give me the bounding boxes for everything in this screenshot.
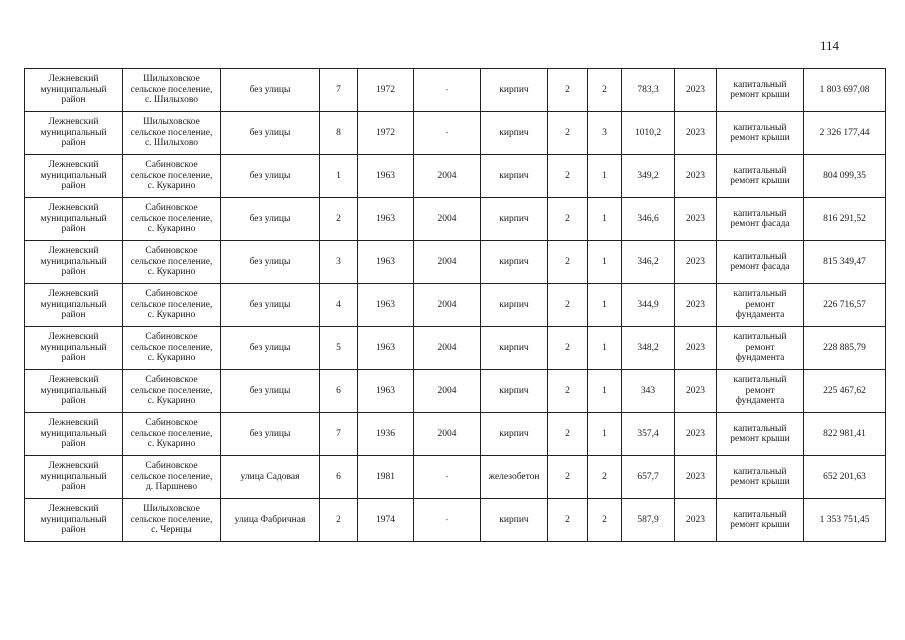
district-cell: Лежневский муниципальный район [25,456,123,499]
floors-cell: 2 [548,284,588,327]
cost-cell: 815 349,47 [804,241,886,284]
house-number-cell: 7 [320,69,358,112]
house-number-cell: 2 [320,499,358,542]
build-year-cell: 1963 [358,284,414,327]
renovation-year-cell: 2004 [414,198,481,241]
entrances-cell: 2 [588,69,622,112]
build-year-cell: 1972 [358,112,414,155]
table-row [25,69,886,112]
plan-year-cell: 2023 [675,241,717,284]
work-type-cell: капитальный ремонт фундамента [717,284,804,327]
work-type-cell: капитальный ремонт фасада [717,198,804,241]
renovation-year-cell: 2004 [414,155,481,198]
plan-year-cell: 2023 [675,413,717,456]
floors-cell: 2 [548,112,588,155]
house-number-cell: 6 [320,370,358,413]
area-cell: 783,3 [622,69,675,112]
table-row [25,155,886,198]
settlement-cell: Шилыховское сельское поселение, с. Шилыхово [123,112,221,155]
settlement-cell: Сабиновское сельское поселение, с. Кукарино [123,155,221,198]
floors-cell: 2 [548,413,588,456]
build-year-cell: 1972 [358,69,414,112]
settlement-cell: Шилыховское сельское поселение, с. Чернцы [123,499,221,542]
wall-material-cell: кирпич [481,155,548,198]
district-cell: Лежневский муниципальный район [25,499,123,542]
district-cell: Лежневский муниципальный район [25,155,123,198]
plan-year-cell: 2023 [675,112,717,155]
plan-year-cell: 2023 [675,155,717,198]
build-year-cell: 1963 [358,327,414,370]
settlement-cell: Сабиновское сельское поселение, с. Кукарино [123,327,221,370]
district-cell: Лежневский муниципальный район [25,370,123,413]
build-year-cell: 1963 [358,198,414,241]
area-cell: 343 [622,370,675,413]
cost-cell: 1 353 751,45 [804,499,886,542]
settlement-cell: Сабиновское сельское поселение, с. Кукарино [123,241,221,284]
build-year-cell: 1963 [358,370,414,413]
wall-material-cell: кирпич [481,370,548,413]
entrances-cell: 1 [588,370,622,413]
cost-cell: 228 885,79 [804,327,886,370]
table-row [25,112,886,155]
housing-repair-table [24,68,886,542]
work-type-cell: капитальный ремонт крыши [717,413,804,456]
house-number-cell: 3 [320,241,358,284]
work-type-cell: капитальный ремонт фундамента [717,327,804,370]
wall-material-cell: кирпич [481,284,548,327]
plan-year-cell: 2023 [675,456,717,499]
table-row [25,327,886,370]
work-type-cell: капитальный ремонт крыши [717,69,804,112]
work-type-cell: капитальный ремонт крыши [717,112,804,155]
area-cell: 349,2 [622,155,675,198]
cost-cell: 226 716,57 [804,284,886,327]
plan-year-cell: 2023 [675,198,717,241]
street-cell: без улицы [221,284,320,327]
entrances-cell: 1 [588,413,622,456]
house-number-cell: 6 [320,456,358,499]
area-cell: 346,2 [622,241,675,284]
entrances-cell: 2 [588,499,622,542]
settlement-cell: Шилыховское сельское поселение, с. Шилыхово [123,69,221,112]
street-cell: без улицы [221,413,320,456]
wall-material-cell: кирпич [481,241,548,284]
entrances-cell: 3 [588,112,622,155]
table-row [25,413,886,456]
plan-year-cell: 2023 [675,69,717,112]
renovation-year-cell: 2004 [414,413,481,456]
build-year-cell: 1936 [358,413,414,456]
entrances-cell: 1 [588,241,622,284]
house-number-cell: 8 [320,112,358,155]
cost-cell: 2 326 177,44 [804,112,886,155]
renovation-year-cell: - [414,456,481,499]
cost-cell: 1 803 697,08 [804,69,886,112]
floors-cell: 2 [548,499,588,542]
floors-cell: 2 [548,327,588,370]
floors-cell: 2 [548,69,588,112]
table-row [25,241,886,284]
work-type-cell: капитальный ремонт крыши [717,456,804,499]
table-body [25,69,886,542]
floors-cell: 2 [548,456,588,499]
area-cell: 657,7 [622,456,675,499]
street-cell: улица Фабричная [221,499,320,542]
entrances-cell: 1 [588,198,622,241]
cost-cell: 816 291,52 [804,198,886,241]
district-cell: Лежневский муниципальный район [25,241,123,284]
area-cell: 1010,2 [622,112,675,155]
table-row [25,198,886,241]
district-cell: Лежневский муниципальный район [25,69,123,112]
renovation-year-cell: - [414,499,481,542]
settlement-cell: Сабиновское сельское поселение, с. Кукарино [123,284,221,327]
work-type-cell: капитальный ремонт крыши [717,155,804,198]
wall-material-cell: кирпич [481,327,548,370]
house-number-cell: 2 [320,198,358,241]
street-cell: без улицы [221,198,320,241]
cost-cell: 804 099,35 [804,155,886,198]
page-number: 114 [820,38,840,53]
house-number-cell: 7 [320,413,358,456]
entrances-cell: 2 [588,456,622,499]
plan-year-cell: 2023 [675,370,717,413]
house-number-cell: 4 [320,284,358,327]
street-cell: без улицы [221,69,320,112]
wall-material-cell: кирпич [481,499,548,542]
plan-year-cell: 2023 [675,284,717,327]
street-cell: без улицы [221,112,320,155]
build-year-cell: 1974 [358,499,414,542]
cost-cell: 225 467,62 [804,370,886,413]
table-row [25,370,886,413]
wall-material-cell: кирпич [481,69,548,112]
area-cell: 346,6 [622,198,675,241]
wall-material-cell: кирпич [481,112,548,155]
renovation-year-cell: 2004 [414,370,481,413]
area-cell: 357,4 [622,413,675,456]
entrances-cell: 1 [588,284,622,327]
renovation-year-cell: - [414,112,481,155]
build-year-cell: 1963 [358,155,414,198]
renovation-year-cell: 2004 [414,327,481,370]
work-type-cell: капитальный ремонт крыши [717,499,804,542]
renovation-year-cell: - [414,69,481,112]
district-cell: Лежневский муниципальный район [25,112,123,155]
plan-year-cell: 2023 [675,327,717,370]
table-row [25,284,886,327]
work-type-cell: капитальный ремонт фасада [717,241,804,284]
floors-cell: 2 [548,370,588,413]
street-cell: без улицы [221,327,320,370]
floors-cell: 2 [548,241,588,284]
settlement-cell: Сабиновское сельское поселение, с. Кукарино [123,413,221,456]
area-cell: 348,2 [622,327,675,370]
entrances-cell: 1 [588,155,622,198]
settlement-cell: Сабиновское сельское поселение, с. Кукарино [123,198,221,241]
area-cell: 344,9 [622,284,675,327]
house-number-cell: 1 [320,155,358,198]
district-cell: Лежневский муниципальный район [25,198,123,241]
plan-year-cell: 2023 [675,499,717,542]
wall-material-cell: железобетон [481,456,548,499]
cost-cell: 652 201,63 [804,456,886,499]
district-cell: Лежневский муниципальный район [25,413,123,456]
settlement-cell: Сабиновское сельское поселение, д. Паршнево [123,456,221,499]
floors-cell: 2 [548,155,588,198]
district-cell: Лежневский муниципальный район [25,284,123,327]
work-type-cell: капитальный ремонт фундамента [717,370,804,413]
settlement-cell: Сабиновское сельское поселение, с. Кукарино [123,370,221,413]
table-row [25,499,886,542]
build-year-cell: 1963 [358,241,414,284]
floors-cell: 2 [548,198,588,241]
street-cell: без улицы [221,155,320,198]
renovation-year-cell: 2004 [414,284,481,327]
wall-material-cell: кирпич [481,198,548,241]
table-row [25,456,886,499]
house-number-cell: 5 [320,327,358,370]
street-cell: без улицы [221,241,320,284]
entrances-cell: 1 [588,327,622,370]
street-cell: без улицы [221,370,320,413]
build-year-cell: 1981 [358,456,414,499]
wall-material-cell: кирпич [481,413,548,456]
area-cell: 587,9 [622,499,675,542]
district-cell: Лежневский муниципальный район [25,327,123,370]
renovation-year-cell: 2004 [414,241,481,284]
street-cell: улица Садовая [221,456,320,499]
cost-cell: 822 981,41 [804,413,886,456]
